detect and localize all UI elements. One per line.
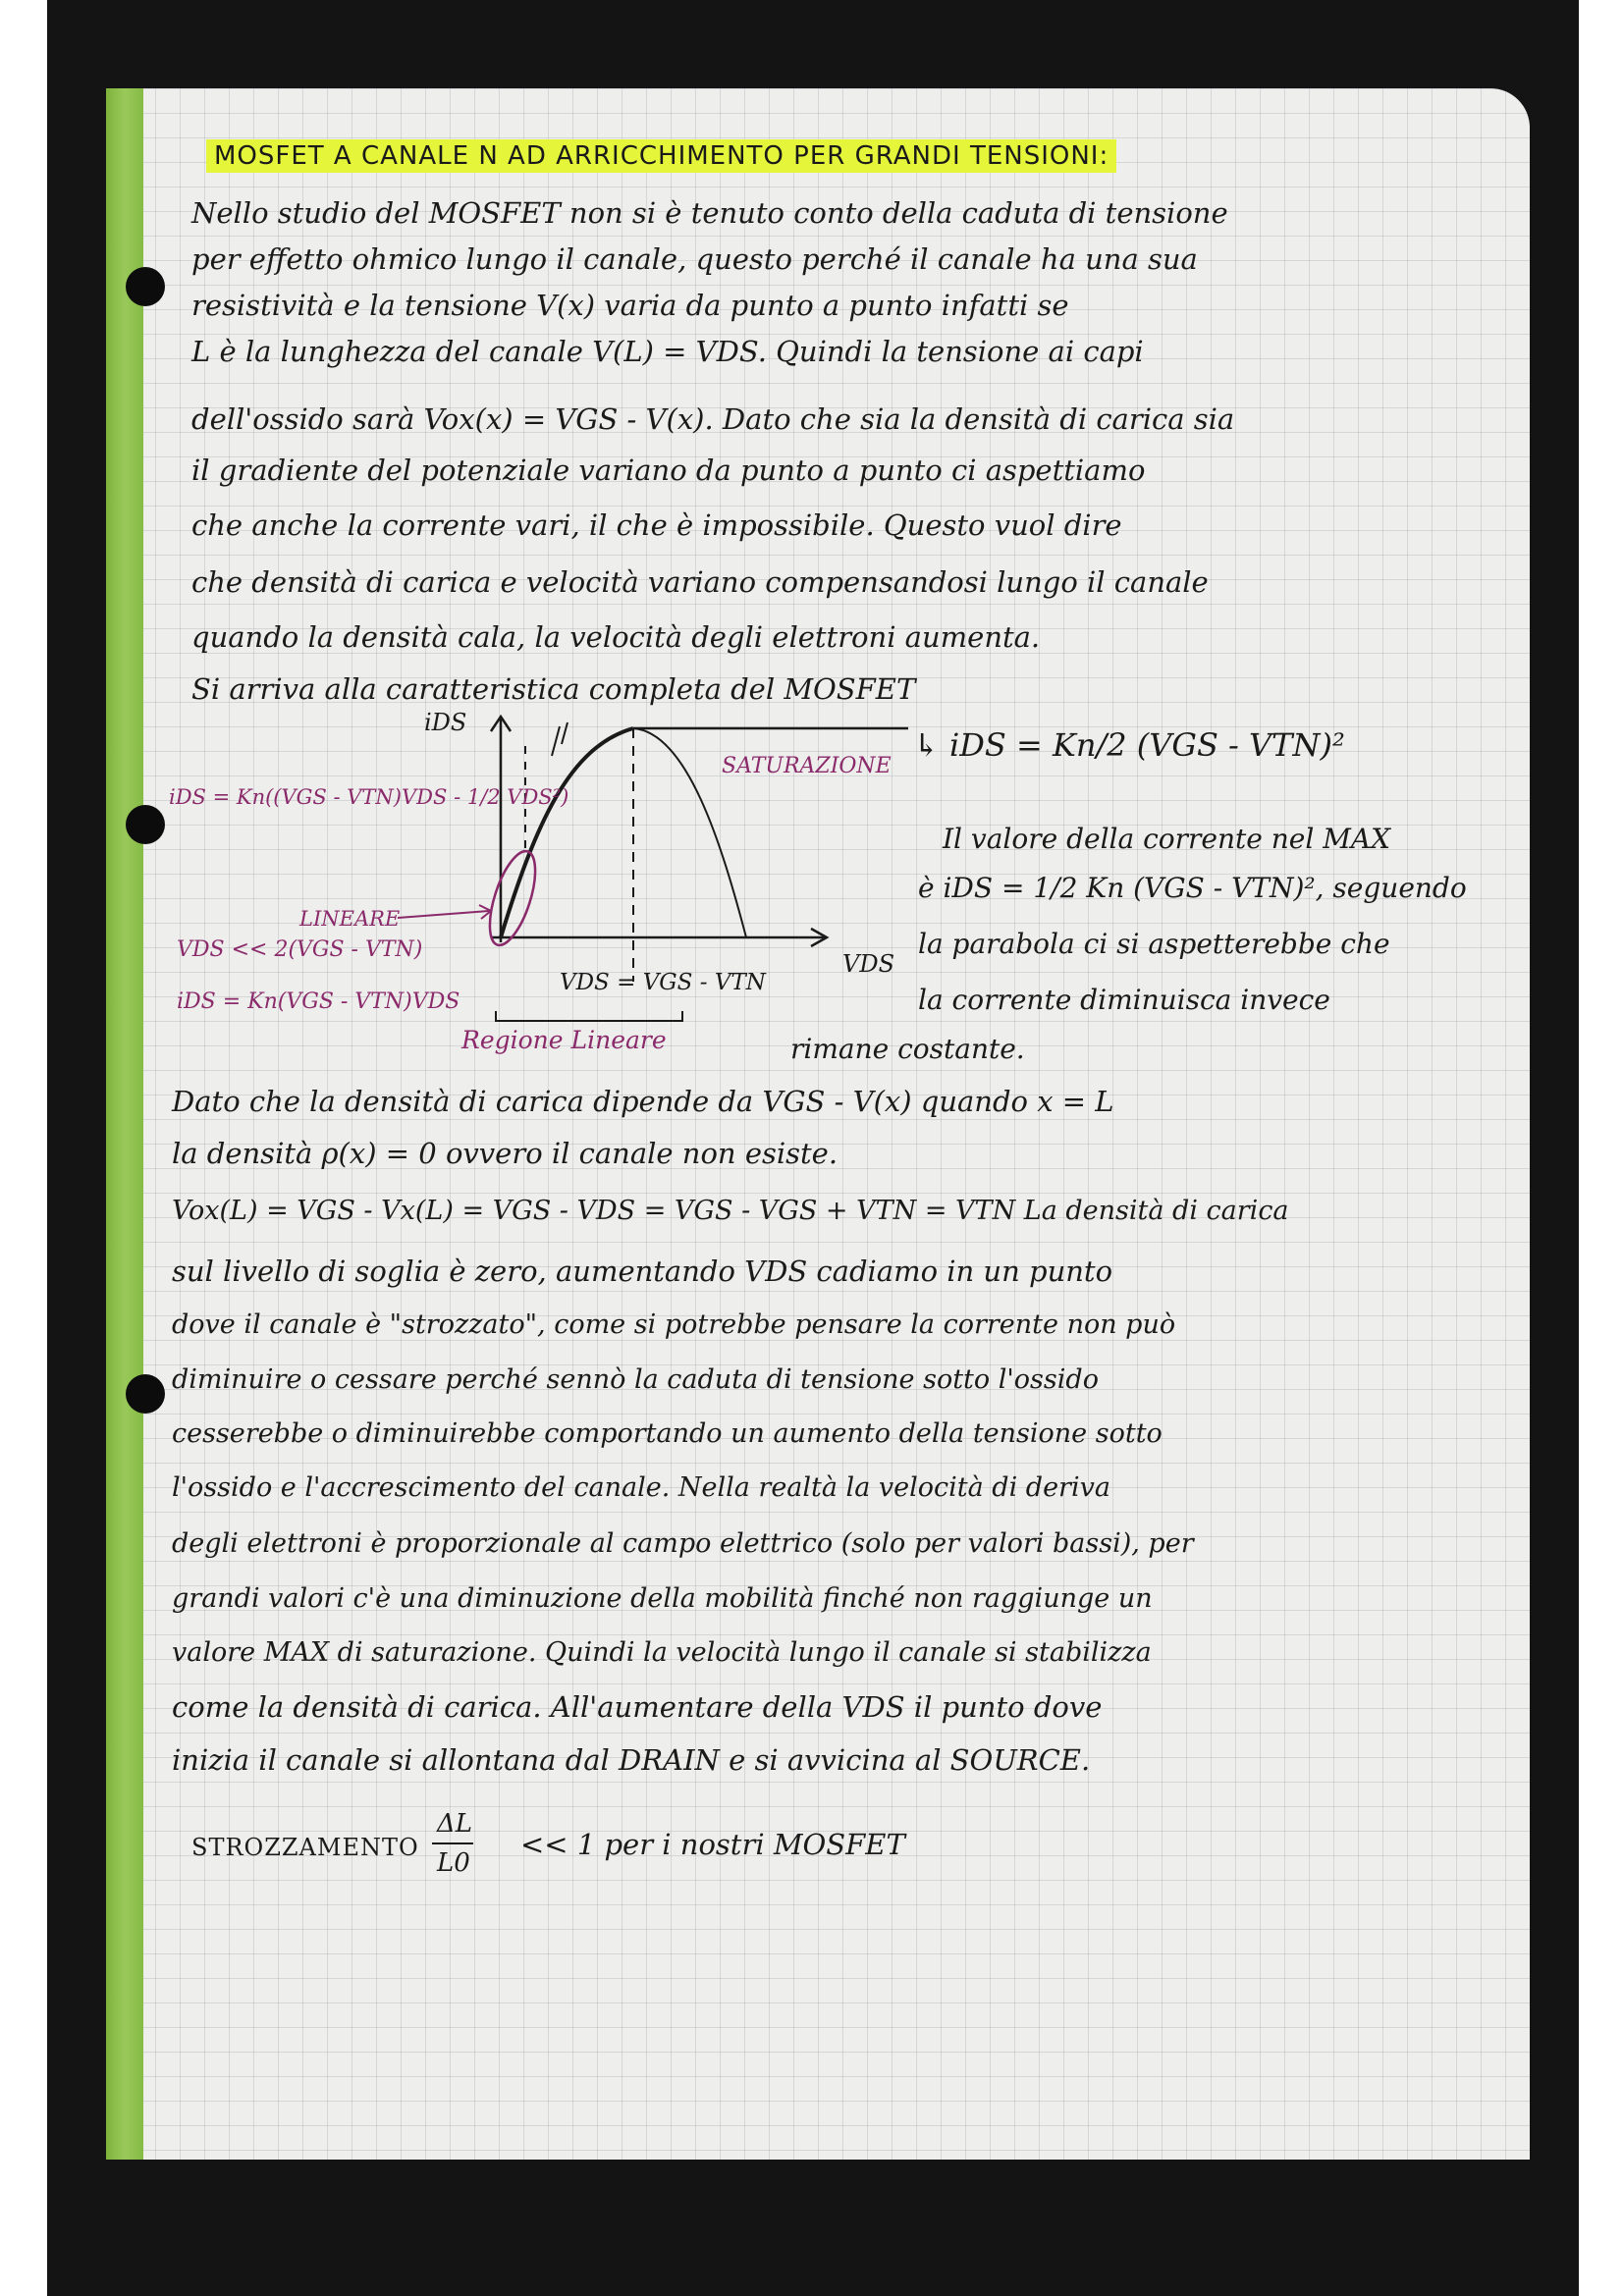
linear-arrow [398,911,489,918]
text-line: sul livello di soglia è zero, aumentando VDS cadiamo in un punto [172,1255,1113,1288]
footer-fraction-numerator: ΔL [437,1809,473,1839]
text-line: è iDS = 1/2 Kn (VGS - VTN)², seguendo [918,872,1467,904]
text-line: il gradiente del potenziale variano da punto a punto ci aspettiamo [191,454,1146,487]
binder-hole-bottom [126,1374,165,1414]
text-line: grandi valori c'è una diminuzione della mobilità finché non raggiunge un [172,1583,1153,1614]
vds-sat-mark: VDS = VGS - VTN [560,970,766,995]
text-line: cesserebbe o diminuirebbe comportando un aumento della tensione sotto [172,1418,1163,1449]
text-line: valore MAX di saturazione. Quindi la velocità lungo il canale si stabilizza [172,1637,1152,1668]
title-highlight: MOSFET A CANALE N AD ARRICCHIMENTO PER GRANDI TENSIONI: [206,139,1116,173]
linear-formula: iDS = Kn(VGS - VTN)VDS [177,989,460,1014]
text-line: Dato che la densità di carica dipende da VGS - V(x) quando x = L [172,1085,1114,1118]
text-line: degli elettroni è proporzionale al campo elettrico (solo per valori bassi), per [172,1528,1194,1559]
tick-mark [552,726,560,756]
text-line: Vox(L) = VGS - Vx(L) = VGS - VDS = VGS - VGS + VTN = VTN La densità di carica [172,1196,1289,1226]
y-axis-label: iDS [424,709,467,736]
tick-mark [562,722,568,744]
text-line: dove il canale è "strozzato", come si potrebbe pensare la corrente non può [172,1309,1176,1340]
text-line: rimane costante. [790,1033,1025,1065]
text-line: la densità ρ(x) = 0 ovvero il canale non esiste. [172,1137,839,1170]
text-line: l'ossido e l'accrescimento del canale. Nella realtà la velocità di deriva [172,1472,1110,1503]
text-line: la parabola ci si aspetterebbe che [918,928,1390,960]
text-line: come la densità di carica. All'aumentare della VDS il punto dove [172,1690,1103,1724]
fraction-bar [432,1842,473,1844]
region-bracket [496,1011,682,1021]
footer-fraction-denominator: L0 [437,1848,470,1878]
footer-text: << 1 per i nostri MOSFET [520,1828,905,1861]
linear-region-curve [501,728,633,937]
left-formula: iDS = Kn((VGS - VTN)VDS - 1/2 VDS²) [169,785,569,809]
text-line: Nello studio del MOSFET non si è tenuto conto della caduta di tensione [191,196,1228,230]
text-line: quando la densità cala, la velocità degli elettroni aumenta. [191,620,1041,654]
saturation-label: SATURAZIONE [722,754,892,778]
text-line: inizia il canale si allontana dal DRAIN e si avvicina al SOURCE. [172,1743,1091,1777]
linear-label: LINEARE [299,907,401,931]
x-axis-label: VDS [842,950,895,978]
text-line: L è la lunghezza del canale V(L) = VDS. Quindi la tensione ai capi [191,335,1144,368]
text-line: diminuire o cessare perché sennò la caduta di tensione sotto l'ossido [172,1364,1099,1395]
region-label: Regione Lineare [461,1026,667,1054]
characteristic-graph [0,0,1623,1080]
footer-label: STROZZAMENTO [191,1834,419,1861]
text-line: per effetto ohmico lungo il canale, questo perché il canale ha una sua [191,242,1198,276]
text-line: Si arriva alla caratteristica completa del MOSFET [191,672,916,706]
text-line: dell'ossido sarà Vox(x) = VGS - V(x). Dato che sia la densità di carica sia [191,402,1235,436]
text-line: Il valore della corrente nel MAX [943,823,1391,855]
text-line: resistività e la tensione V(x) varia da punto a punto infatti se [191,289,1069,322]
linear-condition: VDS << 2(VGS - VTN) [177,937,423,962]
text-line: che anche la corrente vari, il che è impossibile. Questo vuol dire [191,508,1122,542]
text-line: la corrente diminuisca invece [918,984,1330,1016]
text-line: che densità di carica e velocità variano compensandosi lungo il canale [191,565,1209,599]
saturation-formula: ↳ iDS = Kn/2 (VGS - VTN)² [913,726,1345,764]
